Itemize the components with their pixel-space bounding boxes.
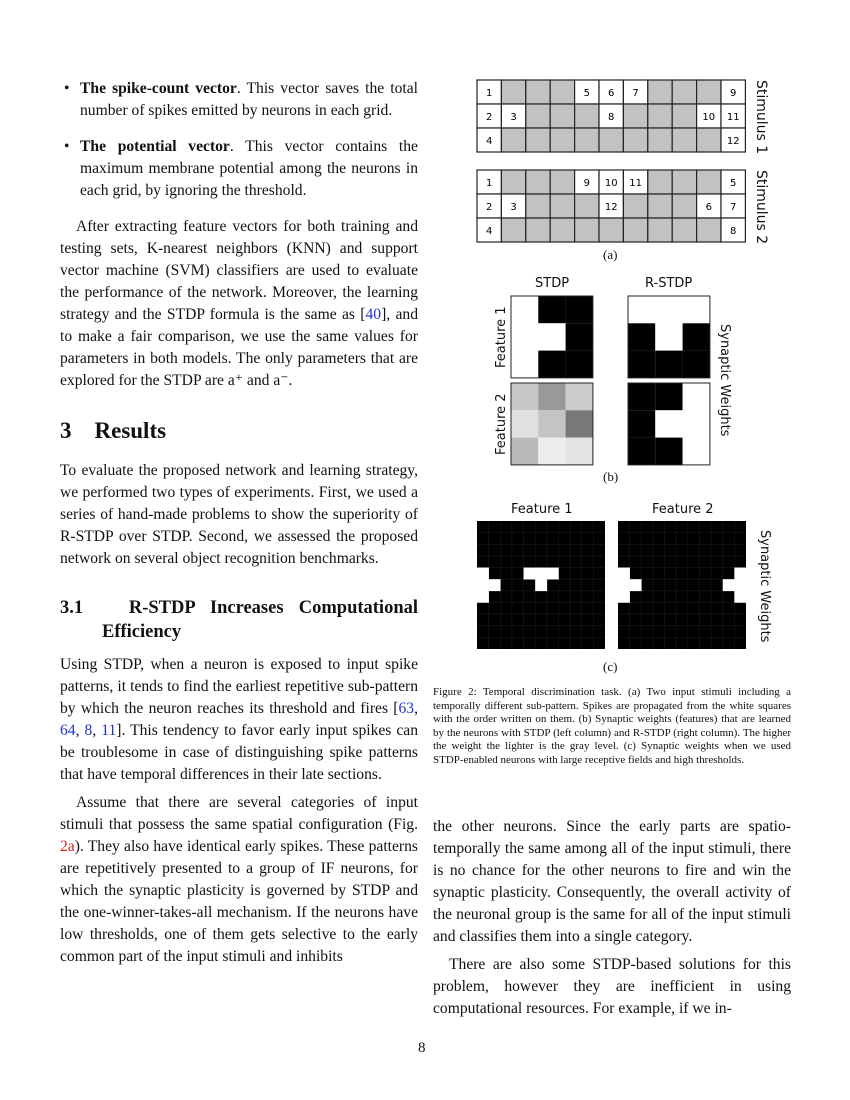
subfigure-label-c: (c): [603, 659, 618, 674]
citation-link[interactable]: 64: [60, 722, 76, 739]
spike-order-label: 7: [730, 202, 737, 213]
citation-link[interactable]: 40: [365, 306, 382, 323]
subsection-title: R-STDP Increases Computational Efficiency: [102, 598, 418, 642]
subsection-number: 3.1: [60, 598, 84, 618]
feature-2-row-label: Feature 2: [494, 393, 509, 455]
spike-order-label: 9: [583, 178, 590, 189]
high-weight-cell: [535, 568, 547, 580]
stimulus-2-label: Stimulus 2: [753, 170, 769, 245]
spike-order-label: 2: [486, 112, 493, 123]
stimulus-1-label: Stimulus 1: [753, 80, 769, 155]
spike-order-label: 11: [629, 178, 642, 189]
feature-2-title: Feature 2: [652, 502, 714, 517]
spike-order-label: 7: [632, 88, 639, 99]
high-weight-cell: [524, 568, 536, 580]
section-number: 3: [60, 418, 72, 443]
text: ). They also have identical early spikes. These patterns are repetitively presented to a group of IF neurons, for which the synaptic plasticity is governed by STDP and the one-winner-takes-all mechanism. If the neurons have low thresholds, one of them gets selective to the early common part of the input stimuli and inhibits: [60, 838, 418, 965]
high-weight-cell: [535, 579, 547, 591]
figure-caption: Figure 2: Temporal discrimination task. (a) Two input stimuli including a temporally different sub-pattern. Spikes are propagated from the white squares with the order written on them. (b) Synaptic weights (features) that are learned by the neurons with STDP (left column) and R-STDP (right column). The higher the weight the lighter is the gray level. (c) Synaptic weights when we used STDP-enabled neurons with large receptive fields and high thresholds.: [433, 686, 791, 766]
figure-link[interactable]: 2a: [60, 838, 75, 855]
text: ], and to make a fair comparison, we use the same values for parameters in both models. The only parameters that are explored for the STDP are a⁺ and a⁻.: [60, 306, 418, 389]
paragraph: [60, 792, 418, 968]
stdp-title: STDP: [535, 276, 570, 291]
spike-order-label: 5: [583, 88, 590, 99]
spike-order-label: 4: [486, 136, 493, 147]
bullet-text: . This vector contains the maximum membrane potential among the neurons in each grid, by ignoring the threshold.: [80, 138, 418, 199]
section-title: Results: [94, 418, 167, 443]
high-weight-cell: [618, 568, 630, 580]
right-column: [433, 816, 791, 1020]
spike-order-label: 10: [702, 112, 716, 123]
high-weight-cell: [477, 568, 489, 580]
text: After extracting feature vectors for both training and testing sets, K-nearest neighbors (KNN) and support vector machine (SVM) classifiers are used to evaluate the performance of the network. Moreover, the learning strategy and the STDP formula is the same as [: [60, 218, 418, 323]
paragraph: There are also some STDP-based solutions for this problem, however they are inefficient in using computational resources. For example, if we in-: [433, 956, 791, 1017]
high-weight-cell: [723, 579, 735, 591]
high-weight-cell: [734, 568, 746, 580]
synaptic-weights-label-c: Synaptic Weights: [757, 530, 772, 643]
high-weight-cell: [630, 579, 642, 591]
feature-1-row-label: Feature 1: [494, 306, 509, 368]
spike-order-label: 12: [604, 202, 618, 213]
paragraph: To evaluate the proposed network and learning strategy, we performed two types of experiments. First, we used a series of hand-made problems to show the superiority of R-STDP over STDP. Second, we assessed the proposed network on several object recognition benchmarks.: [60, 462, 418, 567]
spike-order-label: 12: [726, 136, 740, 147]
rstdp-title: R-STDP: [645, 276, 693, 291]
paragraph: the other neurons. Since the early parts are spatio-temporally the same among all of the input stimuli, there is no chance for the other neurons to fire and win the synaptic plasticity. Consequently, the overall activity of the neuronal group is the same for all of the input stimuli and classifies them into a single category.: [433, 818, 791, 945]
spike-order-label: 4: [486, 226, 493, 237]
subfigure-label-b: (b): [603, 469, 619, 484]
text: Assume that there are several categories of input stimuli that possess the same spatial configuration (Fig.: [60, 794, 418, 833]
high-weight-cell: [477, 579, 489, 591]
spike-order-label: 3: [510, 112, 517, 123]
high-weight-cell: [547, 568, 559, 580]
spike-order-label: 6: [608, 88, 615, 99]
bullet-term: The potential vector: [80, 138, 230, 155]
text: ]. This tendency to favor early input spikes can be troublesome in case of distinguishing spike patterns that have temporal differences in their late sections.: [60, 722, 419, 783]
citation-link[interactable]: 63: [398, 700, 415, 717]
spike-order-label: 8: [730, 226, 737, 237]
feature-1-title: Feature 1: [511, 502, 573, 517]
bullet-text: . This vector saves the total number of spikes emitted by neurons in each grid.: [80, 80, 418, 119]
spike-order-label: 8: [608, 112, 615, 123]
high-weight-cell: [734, 591, 746, 603]
subfigure-label-a: (a): [603, 247, 618, 262]
high-weight-cell: [489, 579, 501, 591]
paragraph: Using STDP, when a neuron is exposed to input spike patterns, it tends to find the earliest repetitive sub-pattern by which the neuron reaches its threshold and fires [63, 64, 8, 11]. This tendency to favor early input spikes can be troublesome in case of distinguishing spike patterns that have temporal differences in their late sections.: [60, 656, 419, 783]
spike-order-label: 9: [730, 88, 737, 99]
spike-order-label: 1: [486, 88, 493, 99]
spike-order-label: 5: [730, 178, 737, 189]
bullet-term: The spike-count vector: [80, 80, 237, 97]
spike-order-label: 3: [510, 202, 517, 213]
spike-order-label: 6: [705, 202, 712, 213]
high-weight-cell: [734, 579, 746, 591]
high-weight-cell: [618, 579, 630, 591]
spike-order-label: 2: [486, 202, 493, 213]
text: Using STDP, when a neuron is exposed to input spike patterns, it tends to find the earliest repetitive sub-pattern by which the neuron reaches its threshold and fires [: [60, 656, 418, 717]
spike-order-label: 10: [604, 178, 618, 189]
spike-order-label: 11: [726, 112, 740, 123]
spike-order-label: 1: [486, 178, 493, 189]
page-number: 8: [418, 1040, 426, 1056]
high-weight-cell: [618, 591, 630, 603]
synaptic-weights-label-b: Synaptic Weights: [717, 324, 732, 437]
citation-link[interactable]: 11: [101, 722, 117, 739]
high-weight-cell: [477, 591, 489, 603]
citation-link[interactable]: 8: [84, 722, 93, 739]
